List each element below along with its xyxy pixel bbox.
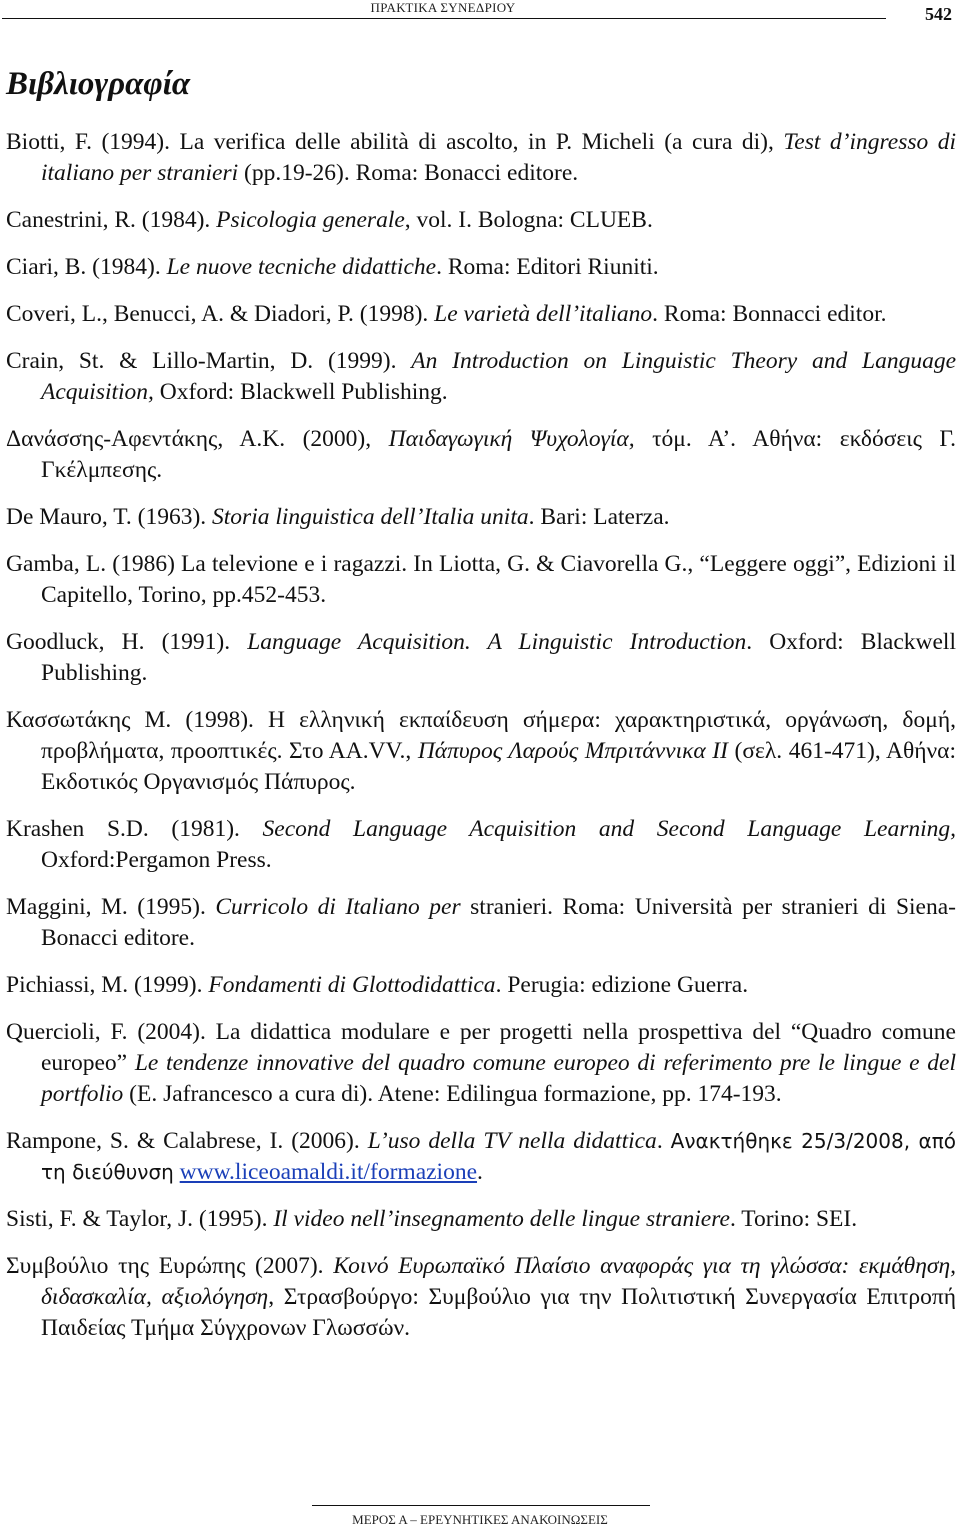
reference-item: Quercioli, F. (2004). La didattica modulare e per progetti nella prospettiva del “Quadro comune europeo” Le tendenze innovative del quadro comune europeo di referimento pre le lingue e del portfolio (E. Jafrancesco a cura di). Atene: Edilingua formazione, pp. 174-193. <box>6 1019 956 1107</box>
reference-item: Κασσωτάκης Μ. (1998). Η ελληνική εκπαίδευση σήμερα: χαρακτηριστικά, οργάνωση, δομή, προβλήματα, προοπτικές. Στο ΑΑ.VV., Πάπυρος Λαρούς Μπριτάννικα ΙΙ (σελ. 461-471), Αθήνα: Εκδοτικός Οργανισμός Πάπυρος. <box>6 707 956 795</box>
page-number: 542 <box>925 4 952 24</box>
reference-item: Δανάσσης-Αφεντάκης, Α.Κ. (2000), Παιδαγωγική Ψυχολογία, τόμ. Α’. Αθήνα: εκδόσεις Γ. Γκέλμπεσης. <box>6 426 957 483</box>
reference-item: Krashen S.D. (1981). Second Language Acquisition and Second Language Learning, Oxford:Pergamon Press. <box>6 816 956 873</box>
reference-item: De Mauro, T. (1963). Storia linguistica dell’Italia unita. Bari: Laterza. <box>6 504 670 530</box>
reference-item: Pichiassi, M. (1999). Fondamenti di Glottodidattica. Perugia: edizione Guerra. <box>6 972 749 998</box>
running-title: ΠΡΑΚΤΙΚΑ ΣΥΝΕΔΡΙΟΥ <box>370 0 516 15</box>
reference-item: Συμβούλιο της Ευρώπης (2007). Κοινό Ευρωπαϊκό Πλαίσιο αναφοράς για τη γλώσσα: εκμάθηση, διδασκαλία, αξιολόγηση, Στρασβούργο: Συμβούλιο για την Πολιτιστική Συνεργασία Επιτροπή Παιδείας Τμήμα Σύγχρονων Γλωσσών. <box>6 1253 956 1341</box>
footer-text: ΜΕΡΟΣ Α – ΕΡΕΥΝΗΤΙΚΕΣ ΑΝΑΚΟΙΝΩΣΕΙΣ <box>352 1512 608 1527</box>
reference-item: Rampone, S. & Calabrese, I. (2006). L’uso della TV nella didattica. Ανακτήθηκε 25/3/2008, από τη διεύθυνση www.liceoamaldi.it/formazione. <box>6 1128 956 1185</box>
reference-item: Goodluck, H. (1991). Language Acquisition. A Linguistic Introduction. Oxford: Blackwell Publishing. <box>6 629 956 686</box>
reference-item: Canestrini, R. (1984). Psicologia generale, vol. I. Bologna: CLUEB. <box>6 207 653 233</box>
reference-link[interactable]: www.liceoamaldi.it/formazione <box>179 1159 478 1185</box>
reference-item: Sisti, F. & Taylor, J. (1995). Il video nell’insegnamento delle lingue straniere. Torino: SEI. <box>6 1206 858 1232</box>
header-rule <box>2 18 886 19</box>
reference-list <box>6 127 956 1360</box>
footer-rule <box>312 1505 650 1506</box>
reference-item: Coveri, L., Benucci, A. & Diadori, P. (1998). Le varietà dell’italiano. Roma: Bonnacci editor. <box>6 301 887 327</box>
reference-item: Ciari, B. (1984). Le nuove tecniche didattiche. Roma: Editori Riuniti. <box>6 254 659 280</box>
reference-item: Crain, St. & Lillo-Martin, D. (1999). An Introduction on Linguistic Theory and Language Acquisition, Oxford: Blackwell Publishing. <box>6 348 956 405</box>
reference-item: Maggini, M. (1995). Curricolo di Italiano per stranieri. Roma: Università per stranieri di Siena- Bonacci editore. <box>6 894 956 951</box>
reference-item: Gamba, L. (1986) La televione e i ragazzi. In Liotta, G. & Ciavorella G., “Leggere oggi”, Edizioni il Capitello, Torino, pp.452-453. <box>6 551 956 608</box>
reference-item: Biotti, F. (1994). La verifica delle abilità di ascolto, in P. Micheli (a cura di), Test d’ingresso di italiano per stranieri (pp.19-26). Roma: Bonacci editore. <box>6 129 956 186</box>
section-title: Βιβλιογραφία <box>6 66 191 102</box>
